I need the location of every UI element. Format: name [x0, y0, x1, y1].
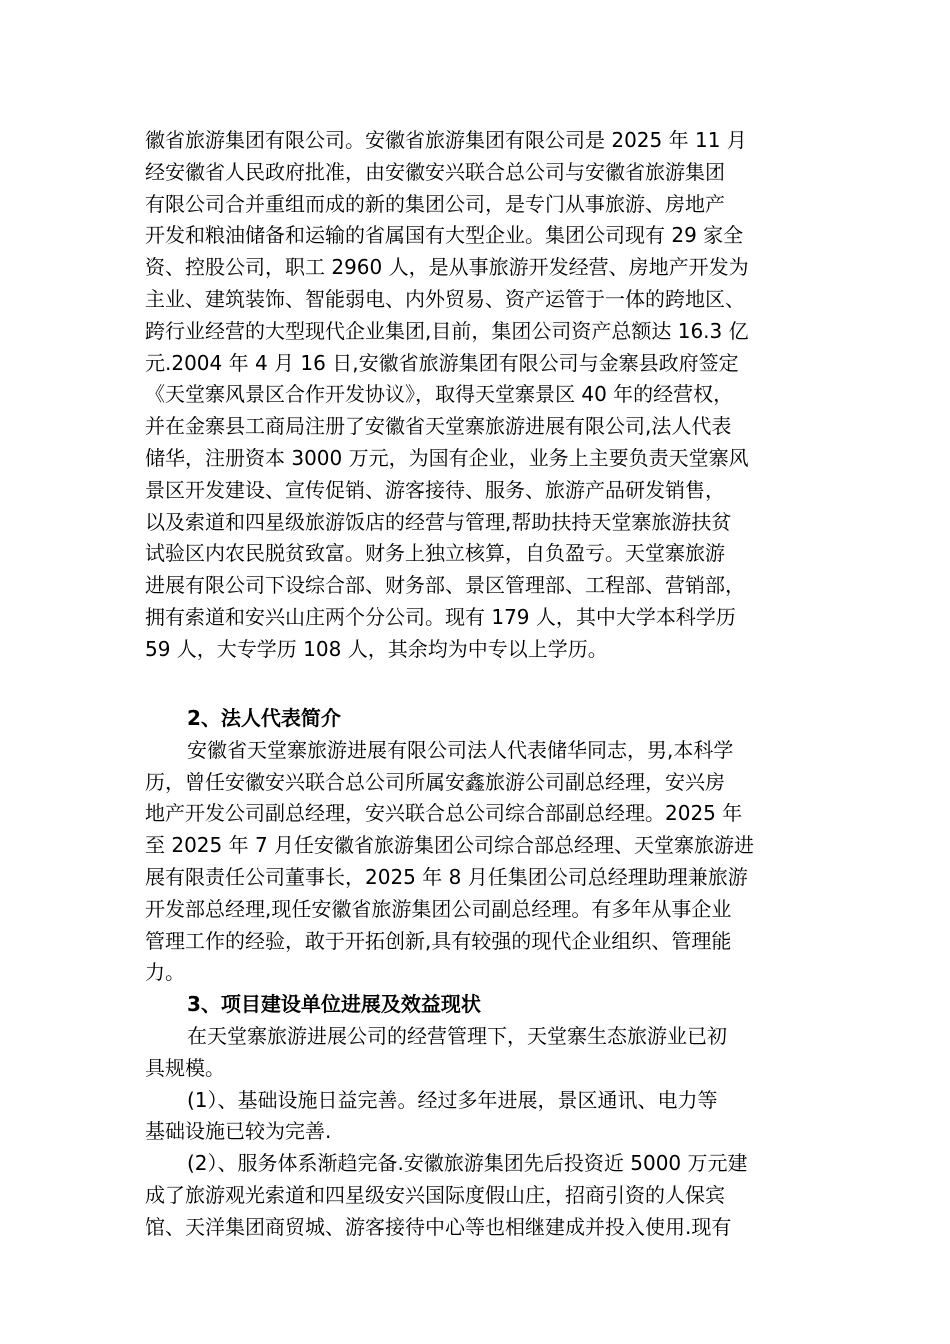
text-line: 主业、建筑装饰、智能弱电、内外贸易、资产运管于一体的跨地区、 [145, 286, 745, 311]
text-line: 管理工作的经验，敢于开拓创新,具有较强的现代企业组织、管理能 [145, 928, 732, 953]
section-heading: 2、法人代表简介 [187, 706, 341, 730]
text-line: 力。 [145, 960, 185, 985]
text-line: 《天堂寨风景区合作开发协议》，取得天堂寨景区 40 年的经营权， [145, 382, 734, 407]
text-line: 历，曾任安徽安兴联合总公司所属安鑫旅游公司副总经理，安兴房 [145, 769, 725, 794]
text-line: 元.2004 年 4 月 16 日,安徽省旅游集团有限公司与金寨县政府签定 [145, 350, 739, 375]
text-line: 有限公司合并重组而成的新的集团公司，是专门从事旅游、房地产 [145, 191, 725, 216]
text-line: 试验区内农民脱贫致富。财务上独立核算，自负盈亏。天堂寨旅游 [145, 541, 725, 566]
text-line: 基础设施已较为完善. [145, 1119, 332, 1144]
text-line: 资、控股公司，职工 2960 人，是从事旅游开发经营、房地产开发为 [145, 255, 749, 280]
text-line: 至 2025 年 7 月任安徽省旅游集团公司综合部总经理、天堂寨旅游进 [145, 833, 755, 858]
text-line: 储华，注册资本 3000 万元，为国有企业，业务上主要负责天堂寨风 [145, 445, 749, 470]
section-legal-rep [145, 703, 810, 1244]
text-line: 馆、天洋集团商贸城、游客接待中心等也相继建成并投入使用.现有 [145, 1214, 732, 1239]
text-line: 景区开发建设、宣传促销、游客接待、服务、旅游产品研发销售， [145, 477, 725, 502]
text-line: 地产开发公司副总经理，安兴联合总公司综合部副总经理。2025 年 [145, 801, 743, 826]
text-line: 成了旅游观光索道和四星级安兴国际度假山庄，招商引资的人保宾 [145, 1182, 725, 1207]
text-line: 安徽省天堂寨旅游进展有限公司法人代表储华同志，男,本科学 [187, 737, 734, 762]
text-line: 59 人，大专学历 108 人，其余均为中专以上学历。 [145, 636, 608, 661]
text-line: 徽省旅游集团有限公司。安徽省旅游集团有限公司是 2025 年 11 月 [145, 128, 747, 152]
text-line: 进展有限公司下设综合部、财务部、景区管理部、工程部、营销部， [145, 573, 745, 598]
paragraph-company-intro [145, 125, 810, 666]
text-line: 拥有索道和安兴山庄两个分公司。现有 179 人，其中大学本科学历 [145, 604, 736, 629]
section-heading: 3、项目建设单位进展及效益现状 [187, 992, 481, 1017]
text-line: 具规模。 [145, 1055, 225, 1080]
text-line: 以及索道和四星级旅游饭店的经营与管理,帮助扶持天堂寨旅游扶贫 [145, 509, 732, 534]
text-line: 开发部总经理,现任安徽省旅游集团公司副总经理。有多年从事企业 [145, 896, 732, 921]
text-line: 展有限责任公司董事长，2025 年 8 月任集团公司总经理助理兼旅游 [145, 864, 748, 889]
text-line: 经安徽省人民政府批准，由安徽安兴联合总公司与安徽省旅游集团 [145, 159, 725, 184]
text-line: (2）、服务体系渐趋完备.安徽旅游集团先后投资近 5000 万元建 [187, 1151, 748, 1176]
text-line: (1）、基础设施日益完善。经过多年进展，景区通讯、电力等 [187, 1087, 718, 1112]
text-line: 在天堂寨旅游进展公司的经营管理下，天堂寨生态旅游业已初 [187, 1023, 727, 1048]
text-line: 并在金寨县工商局注册了安徽省天堂寨旅游进展有限公司,法人代表 [145, 414, 732, 439]
text-line: 开发和粮油储备和运输的省属国有大型企业。集团公司现有 29 家全 [145, 223, 744, 248]
text-line: 跨行业经营的大型现代企业集团,目前，集团公司资产总额达 16.3 亿 [145, 318, 749, 343]
